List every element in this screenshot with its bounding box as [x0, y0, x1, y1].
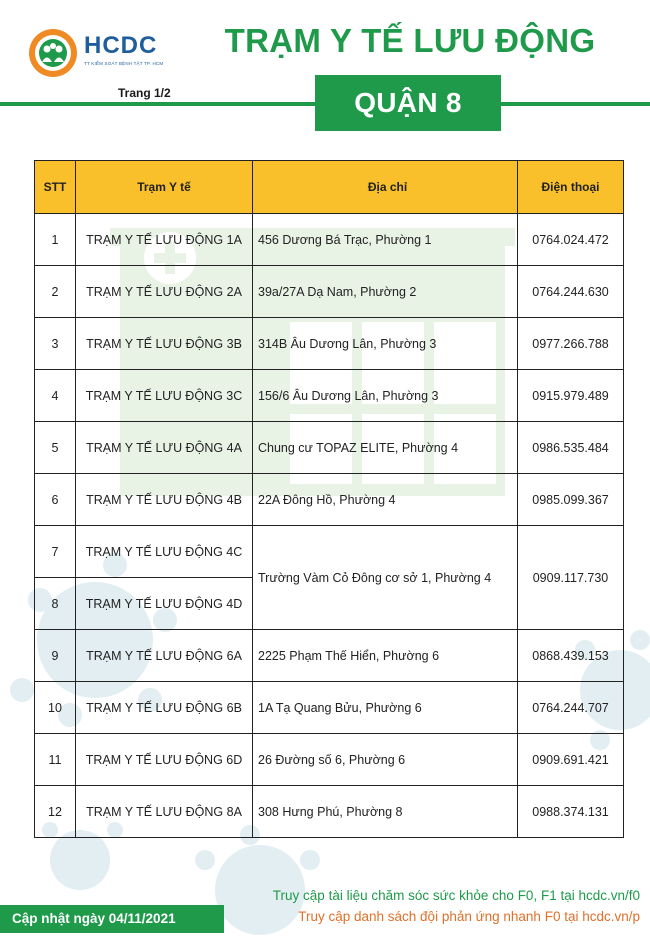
row-stt: 6	[35, 474, 76, 526]
footer-link-response-team[interactable]: Truy cập danh sách đội phản ứng nhanh F0 tại hcdc.vn/p	[298, 909, 640, 924]
row-stt: 2	[35, 266, 76, 318]
row-station: TRẠM Y TẾ LƯU ĐỘNG 8A	[76, 786, 253, 838]
updated-badge	[0, 905, 224, 933]
row-station: TRẠM Y TẾ LƯU ĐỘNG 6A	[76, 630, 253, 682]
row-address: 2225 Phạm Thế Hiển, Phường 6	[253, 630, 518, 682]
header-stt: STT	[35, 161, 76, 214]
row-station: TRẠM Y TẾ LƯU ĐỘNG 1A	[76, 214, 253, 266]
row-stt: 7	[35, 526, 76, 578]
row-address: 308 Hưng Phú, Phường 8	[253, 786, 518, 838]
table-row	[35, 266, 624, 318]
row-station: TRẠM Y TẾ LƯU ĐỘNG 4A	[76, 422, 253, 474]
row-phone: 0764.024.472	[518, 214, 624, 266]
page-title: TRẠM Y TẾ LƯU ĐỘNG	[224, 22, 596, 59]
row-station: TRẠM Y TẾ LƯU ĐỘNG 4B	[76, 474, 253, 526]
table-row	[35, 786, 624, 838]
row-phone: 0986.535.484	[518, 422, 624, 474]
row-phone: 0988.374.131	[518, 786, 624, 838]
row-address: 314B Âu Dương Lân, Phường 3	[253, 318, 518, 370]
row-phone: 0764.244.630	[518, 266, 624, 318]
row-phone: 0764.244.707	[518, 682, 624, 734]
row-station: TRẠM Y TẾ LƯU ĐỘNG 2A	[76, 266, 253, 318]
row-phone: 0909.117.730	[518, 526, 624, 630]
row-stt: 9	[35, 630, 76, 682]
row-stt: 1	[35, 214, 76, 266]
table-row	[35, 422, 624, 474]
row-station: TRẠM Y TẾ LƯU ĐỘNG 3B	[76, 318, 253, 370]
row-stt: 10	[35, 682, 76, 734]
table-row	[35, 474, 624, 526]
updated-date: Cập nhật ngày 04/11/2021	[12, 911, 176, 926]
row-station: TRẠM Y TẾ LƯU ĐỘNG 4D	[76, 578, 253, 630]
header-phone: Điện thoại	[518, 161, 624, 214]
table-row	[35, 734, 624, 786]
row-phone: 0909.691.421	[518, 734, 624, 786]
header-station: Trạm Y tế	[76, 161, 253, 214]
table-row	[35, 526, 624, 578]
table-row	[35, 630, 624, 682]
logo-subtitle: TT KIỂM SOÁT BỆNH TẬT TP. HCM	[84, 61, 164, 66]
page-number: Trang 1/2	[118, 86, 171, 100]
hcdc-logo	[28, 24, 168, 84]
row-stt: 3	[35, 318, 76, 370]
row-stt: 5	[35, 422, 76, 474]
stations-table	[34, 160, 624, 838]
footer-link-f0-f1[interactable]: Truy cập tài liệu chăm sóc sức khỏe cho F0, F1 tại hcdc.vn/f0	[272, 888, 640, 903]
row-address: 156/6 Âu Dương Lân, Phường 3	[253, 370, 518, 422]
row-address: 26 Đường số 6, Phường 6	[253, 734, 518, 786]
row-address: 1A Tạ Quang Bửu, Phường 6	[253, 682, 518, 734]
header-address: Địa chỉ	[253, 161, 518, 214]
row-address: Trường Vàm Cỏ Đông cơ sở 1, Phường 4	[253, 526, 518, 630]
table-row	[35, 682, 624, 734]
row-phone: 0915.979.489	[518, 370, 624, 422]
row-stt: 4	[35, 370, 76, 422]
row-stt: 12	[35, 786, 76, 838]
table-row	[35, 370, 624, 422]
row-station: TRẠM Y TẾ LƯU ĐỘNG 6B	[76, 682, 253, 734]
row-phone: 0985.099.367	[518, 474, 624, 526]
row-address: 39a/27A Dạ Nam, Phường 2	[253, 266, 518, 318]
row-station: TRẠM Y TẾ LƯU ĐỘNG 6D	[76, 734, 253, 786]
row-address: Chung cư TOPAZ ELITE, Phường 4	[253, 422, 518, 474]
row-phone: 0868.439.153	[518, 630, 624, 682]
hcdc-logo-icon	[28, 28, 78, 78]
row-station: TRẠM Y TẾ LƯU ĐỘNG 3C	[76, 370, 253, 422]
row-station: TRẠM Y TẾ LƯU ĐỘNG 4C	[76, 526, 253, 578]
logo-wordmark: HCDC	[84, 32, 158, 59]
district-badge: QUẬN 8	[315, 75, 501, 131]
row-phone: 0977.266.788	[518, 318, 624, 370]
table-row	[35, 214, 624, 266]
row-stt: 11	[35, 734, 76, 786]
row-address: 22A Đông Hồ, Phường 4	[253, 474, 518, 526]
row-stt: 8	[35, 578, 76, 630]
table-header-row	[35, 161, 624, 214]
table-row	[35, 318, 624, 370]
row-address: 456 Dương Bá Trạc, Phường 1	[253, 214, 518, 266]
